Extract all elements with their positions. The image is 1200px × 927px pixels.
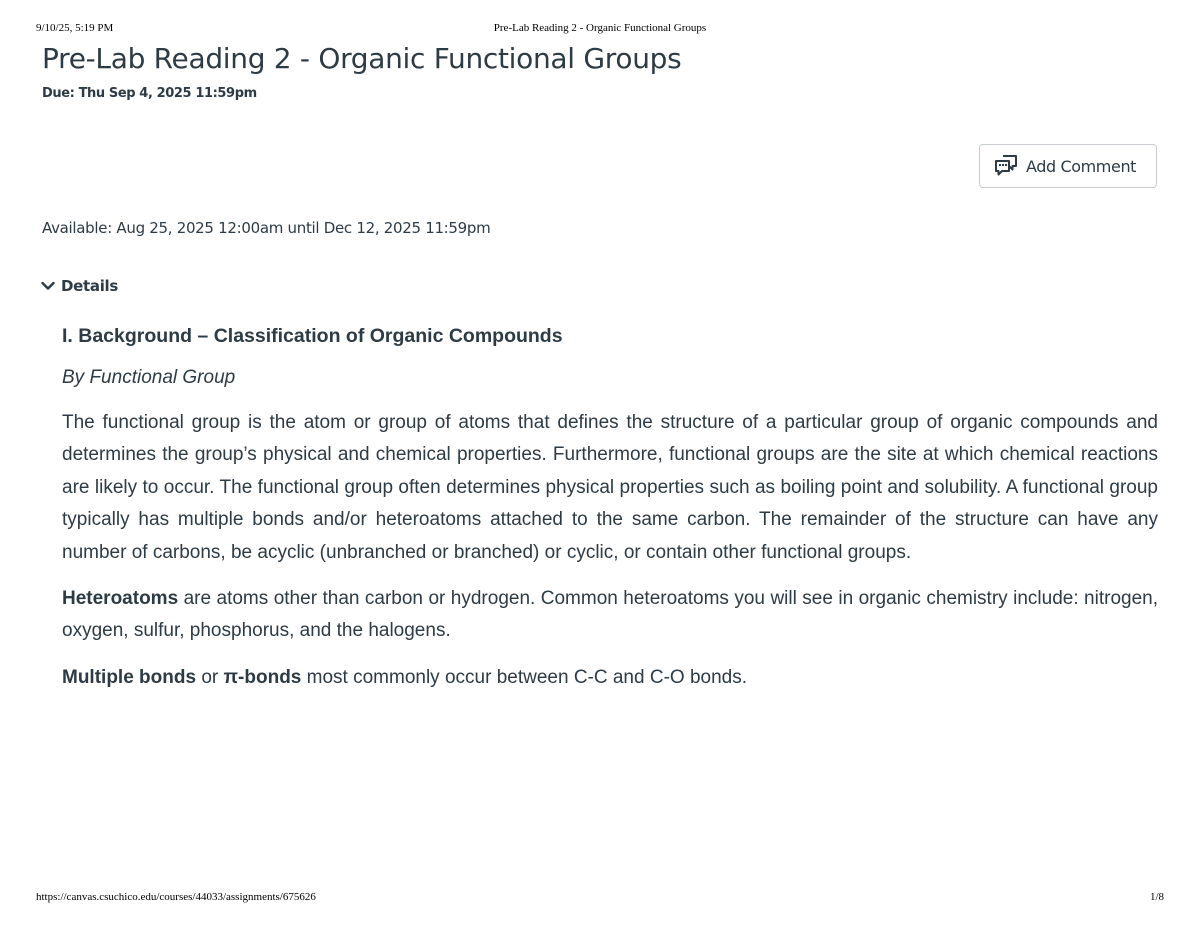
page-number: 1/8 <box>1149 891 1164 903</box>
paragraph-heteroatoms <box>62 583 1158 648</box>
print-footer <box>36 891 1164 907</box>
term-multiple-bonds: Multiple bonds <box>62 666 197 688</box>
term-pi-bonds: π-bonds <box>223 666 302 688</box>
section-subheading: By Functional Group <box>62 367 236 388</box>
term-heteroatoms: Heteroatoms <box>62 588 179 610</box>
add-comment-label: Add Comment <box>1026 156 1137 176</box>
connector-text: or <box>196 666 224 688</box>
multiple-bonds-text: most commonly occur between C-C and C-O bonds. <box>301 666 747 688</box>
print-url: https://canvas.csuchico.edu/courses/44033/assignments/675626 <box>36 891 316 903</box>
paragraph-functional-group: The functional group is the atom or group of atoms that defines the structure of a particular group of organic compounds and determines the group’s physical and chemical properties. Furthermore, functional groups are the site at which chemical reactions are likely to occur. The functional group often determines physical properties such as boiling point and solubility. A functional group typically has multiple bonds and/or heteroatoms attached to the same carbon. The remainder of the structure can have any number of carbons, be acyclic (unbranched or branched) or cyclic, or contain other functional groups. <box>62 412 1158 563</box>
add-comment-button[interactable] <box>979 144 1157 188</box>
availability-dates: Available: Aug 25, 2025 12:00am until Dec 12, 2025 11:59pm <box>42 219 491 237</box>
due-date: Due: Thu Sep 4, 2025 11:59pm <box>42 86 257 101</box>
comment-bubbles-icon <box>994 154 1018 178</box>
print-doc-title: Pre-Lab Reading 2 - Organic Functional Groups <box>493 22 707 34</box>
print-header <box>36 22 1164 38</box>
paragraph-multiple-bonds <box>62 662 1158 694</box>
print-date: 9/10/25, 5:19 PM <box>36 22 114 34</box>
details-label: Details <box>61 277 119 295</box>
page-title: Pre-Lab Reading 2 - Organic Functional Groups <box>42 42 682 75</box>
heteroatoms-text: are atoms other than carbon or hydrogen. Common heteroatoms you will see in organic chemistry include: nitrogen, oxygen, sulfur, phosphorus, and the halogens. <box>62 588 1158 642</box>
assignment-description <box>62 323 1158 708</box>
section-heading: I. Background – Classification of Organic Compounds <box>62 325 563 347</box>
details-toggle[interactable] <box>40 277 118 295</box>
chevron-down-icon <box>40 278 56 294</box>
